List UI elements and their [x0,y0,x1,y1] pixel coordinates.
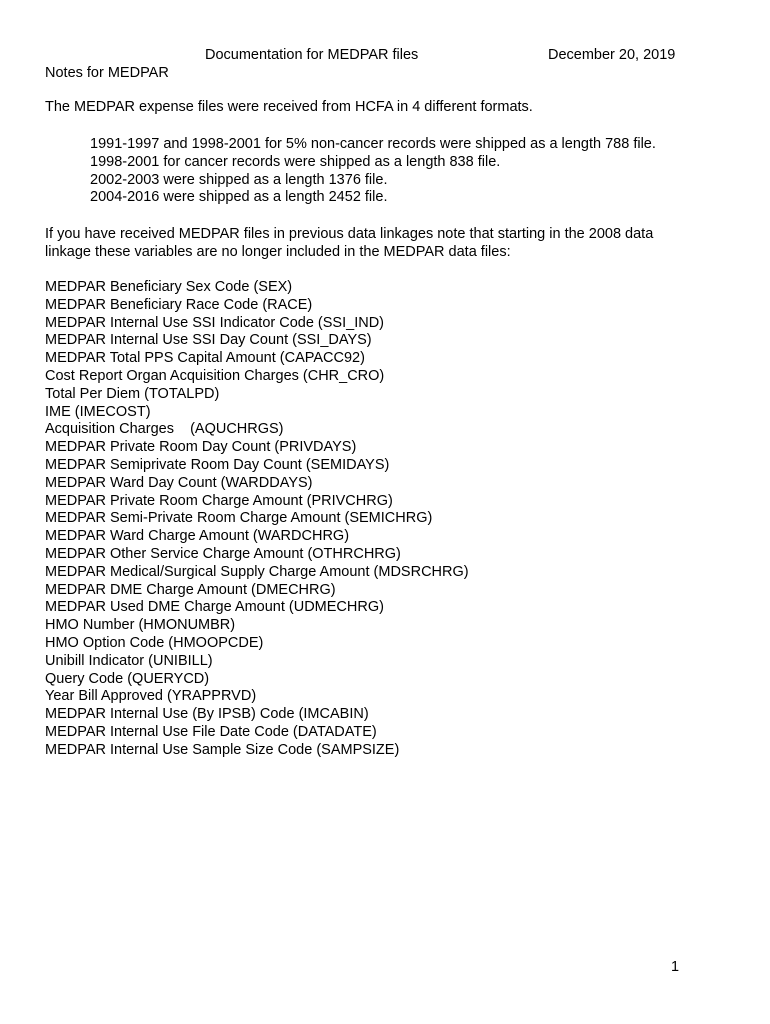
variable-item: MEDPAR Internal Use File Date Code (DATADATE) [45,723,377,740]
variable-item: MEDPAR Ward Charge Amount (WARDCHRG) [45,528,350,545]
linkage-note-line: linkage these variables are no longer included in the MEDPAR data files: [45,243,511,260]
variable-item: MEDPAR Internal Use (By IPSB) Code (IMCABIN) [45,706,369,723]
variable-item: MEDPAR Semi-Private Room Charge Amount (SEMICHRG) [45,510,433,527]
variable-item: MEDPAR Private Room Charge Amount (PRIVCHRG) [45,492,393,509]
variable-item: MEDPAR Internal Use Sample Size Code (SAMPSIZE) [45,741,400,758]
variable-item: MEDPAR Other Service Charge Amount (OTHRCHRG) [45,545,401,562]
notes-heading: Notes for MEDPAR [45,65,169,81]
variable-item: MEDPAR DME Charge Amount (DMECHRG) [45,581,336,598]
variable-item: MEDPAR Medical/Surgical Supply Charge Amount (MDSRCHRG) [45,563,469,580]
variable-item: MEDPAR Beneficiary Race Code (RACE) [45,296,313,313]
document-title: Documentation for MEDPAR files [205,47,419,63]
variable-item: MEDPAR Internal Use SSI Indicator Code (SSI_IND) [45,314,384,331]
variable-item: MEDPAR Private Room Day Count (PRIVDAYS) [45,439,357,456]
variable-item: MEDPAR Used DME Charge Amount (UDMECHRG) [45,599,384,616]
intro-paragraph: The MEDPAR expense files were received from HCFA in 4 different formats. [45,99,533,115]
linkage-note-paragraph [45,226,695,262]
formats-list [90,136,656,207]
document-date: December 20, 2019 [548,47,676,63]
page-number: 1 [671,959,680,975]
format-item: 2004-2016 were shipped as a length 2452 file. [90,189,388,206]
variable-item: MEDPAR Semiprivate Room Day Count (SEMIDAYS) [45,456,390,473]
variable-item: Acquisition Charges (AQUCHRGS) [45,421,284,438]
removed-variables-list [45,279,469,760]
variable-item: HMO Number (HMONUMBR) [45,617,236,634]
variable-item: Unibill Indicator (UNIBILL) [45,652,213,669]
format-item: 2002-2003 were shipped as a length 1376 file. [90,171,388,188]
variable-item: MEDPAR Beneficiary Sex Code (SEX) [45,279,293,295]
linkage-note-line: If you have received MEDPAR files in previous data linkages note that starting in the 2008 data [45,226,654,242]
variable-item: MEDPAR Internal Use SSI Day Count (SSI_DAYS) [45,332,372,349]
variable-item: Query Code (QUERYCD) [45,670,210,687]
variable-item: Year Bill Approved (YRAPPRVD) [45,688,257,705]
variable-item: IME (IMECOST) [45,403,151,420]
variable-item: Cost Report Organ Acquisition Charges (CHR_CRO) [45,367,385,384]
variable-item: MEDPAR Total PPS Capital Amount (CAPACC92) [45,350,365,367]
format-item: 1991-1997 and 1998-2001 for 5% non-cancer records were shipped as a length 788 file. [90,136,656,152]
variable-item: HMO Option Code (HMOOPCDE) [45,634,264,651]
variable-item: Total Per Diem (TOTALPD) [45,385,220,402]
variable-item: MEDPAR Ward Day Count (WARDDAYS) [45,474,313,491]
format-item: 1998-2001 for cancer records were shipped as a length 838 file. [90,153,501,170]
